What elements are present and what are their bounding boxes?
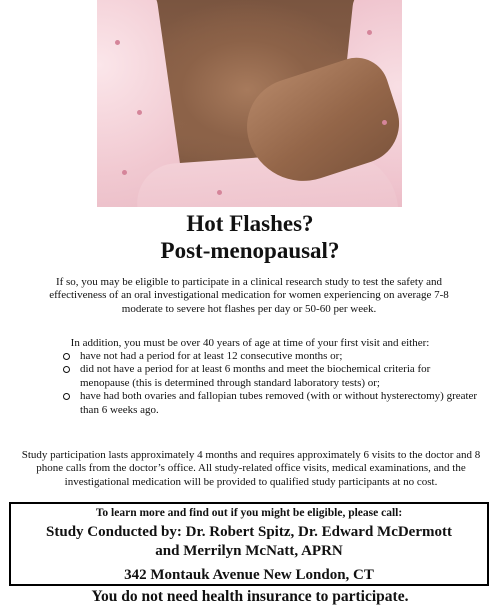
criteria-text: have not had a period for at least 12 consecutive months or; bbox=[80, 350, 343, 362]
learn-more-text: To learn more and find out if you might be eligible, please call: bbox=[95, 507, 403, 519]
headline-hot-flashes: Hot Flashes? bbox=[186, 211, 314, 236]
list-item bbox=[60, 350, 480, 363]
robe-flower bbox=[137, 110, 142, 115]
criteria-text: did not have a period for at least 6 months and meet the biochemical criteria for menopause (this is determined through standard laboratory tests) or; bbox=[80, 363, 431, 389]
robe-flower bbox=[122, 170, 127, 175]
circle-bullet-icon bbox=[63, 393, 70, 400]
robe-flower bbox=[115, 40, 120, 45]
hot-flash-photo bbox=[97, 0, 402, 207]
conducted-line-1: Study Conducted by: Dr. Robert Spitz, Dr. Edward McDermott bbox=[46, 524, 452, 540]
participation-paragraph: Study participation lasts approximately 4 months and requires approximately 6 visits to the doctor and 8 phone calls from the doctor’s office. All study-related office visits, medical examinations, and the investigational medication will be provided to qualified study participants at no cost. bbox=[21, 449, 481, 488]
study-address: 342 Montauk Avenue New London, CT bbox=[124, 567, 374, 583]
robe-flower bbox=[217, 190, 222, 195]
eligibility-paragraph: In addition, you must be over 40 years of age at time of your first visit and either: bbox=[70, 337, 430, 349]
conducted-line-2: and Merrilyn McNatt, APRN bbox=[155, 543, 343, 559]
list-item bbox=[60, 390, 480, 417]
circle-bullet-icon bbox=[63, 366, 70, 373]
robe-flower bbox=[382, 120, 387, 125]
circle-bullet-icon bbox=[63, 353, 70, 360]
contact-box bbox=[9, 502, 489, 586]
list-item bbox=[60, 363, 480, 390]
eligibility-criteria-list bbox=[60, 350, 480, 417]
robe-flower bbox=[367, 30, 372, 35]
insurance-note: You do not need health insurance to participate. bbox=[91, 588, 409, 605]
headline-post-menopausal: Post-menopausal? bbox=[160, 238, 340, 263]
criteria-text: have had both ovaries and fallopian tubes removed (with or without hysterectomy) greater than 6 weeks ago. bbox=[80, 390, 478, 416]
study-conducted-by bbox=[11, 523, 487, 561]
intro-paragraph: If so, you may be eligible to participate in a clinical research study to test the safety and effectiveness of an oral investigational medication for women experiencing on average 7-8 moderate to severe hot flashes per day or 50-60 per week. bbox=[49, 276, 449, 315]
